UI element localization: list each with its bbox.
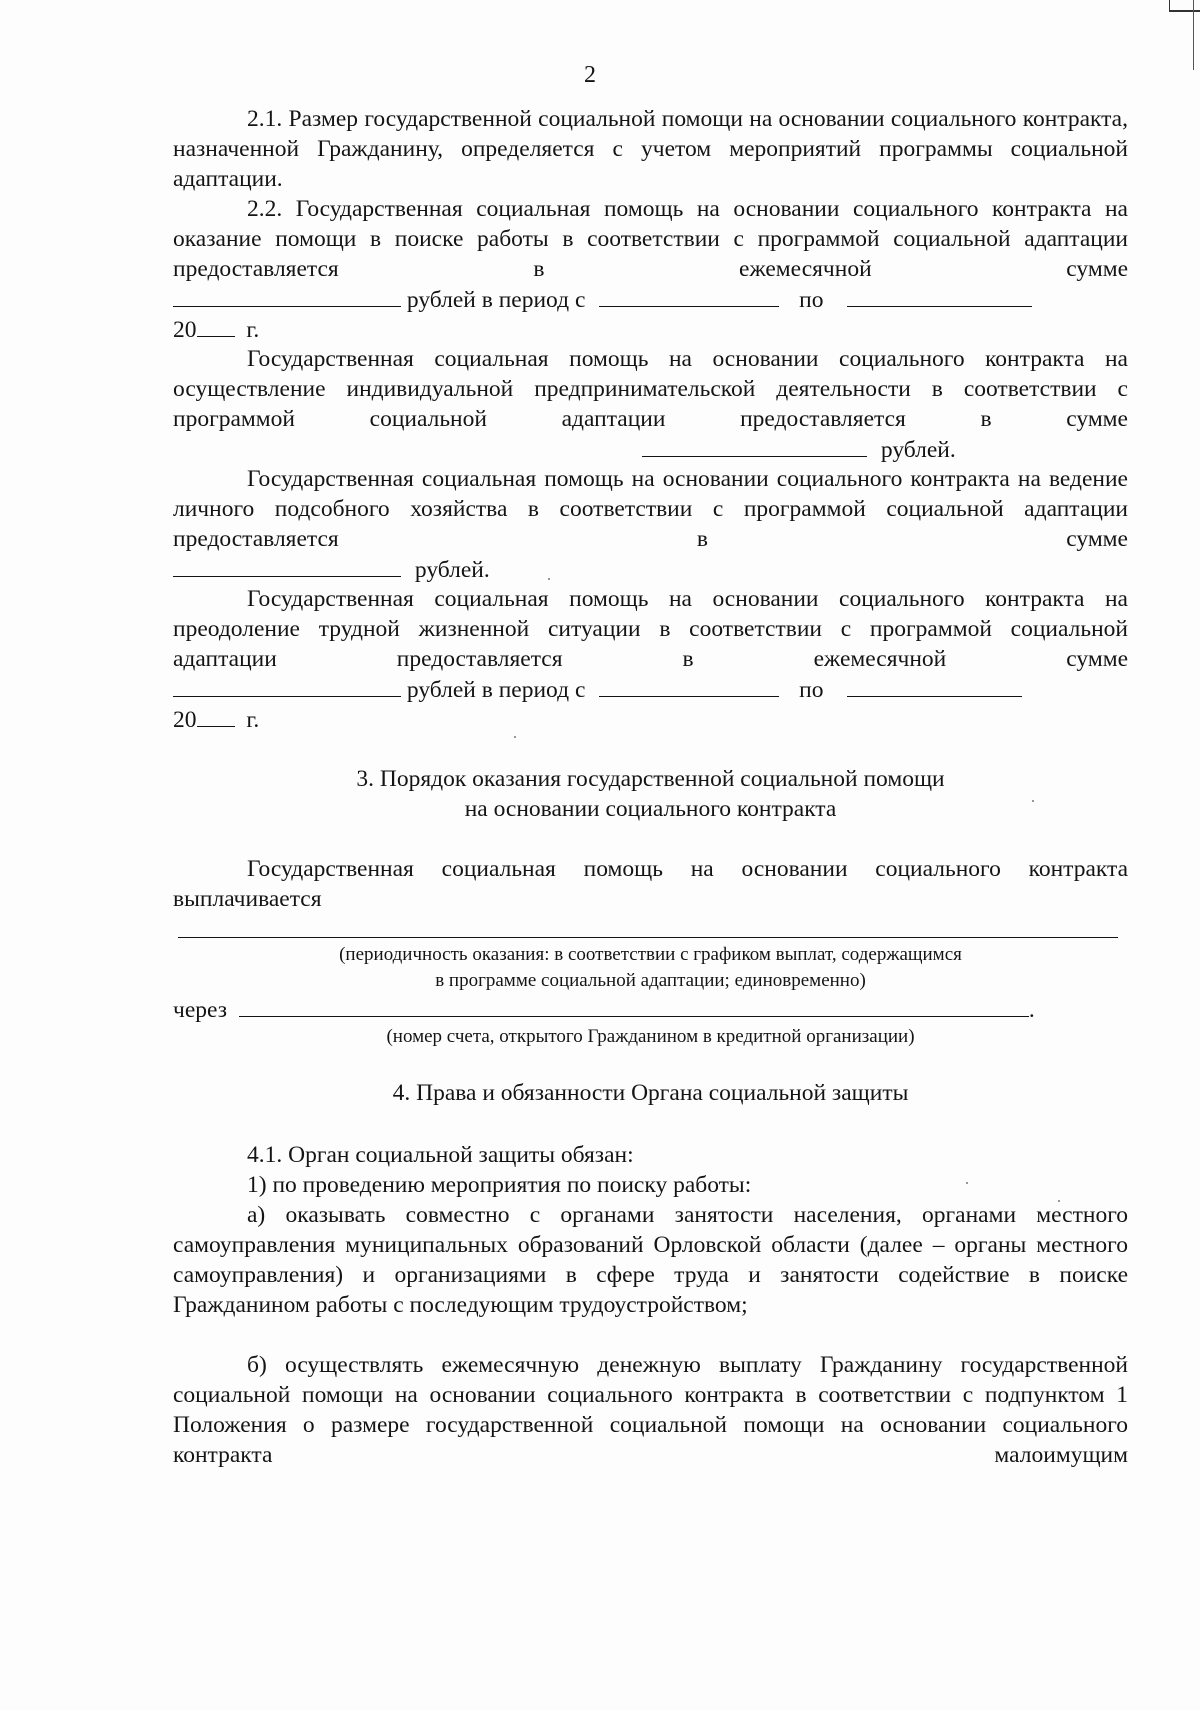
section-3-heading-line-2: на основании социального контракта [464,796,837,822]
item-b: б) осуществлять ежемесячную денежную выплату Гражданину государственной социальной помощи на основании социального контракта в соответствии с подпунктом 1 Положения о размере государственной социальной помощи на основании социального контракта малоимущим [173,1352,1128,1468]
periodicity-note-line-1: (периодичность оказания: в соответствии с графиком выплат, содержащимся [339,944,962,965]
hardship-year-prefix: 20 [173,707,197,733]
paragraph-2-1: 2.1. Размер государственной социальной помощи на основании социального контракта, назначенной Гражданину, определяется с учетом мероприятий программы социальной адаптации. [173,106,1128,192]
period-to-blank[interactable] [847,284,1032,307]
page-number: 2 [584,62,596,88]
scan-speck [1032,800,1034,802]
paragraph-hardship: Государственная социальная помощь на основании социального контракта на преодоление трудной жизненной ситуации в соответствии с программой социальной адаптации предоставляется в ежемесячной сумме [173,586,1128,672]
amount-blank[interactable] [173,284,401,307]
via-label: через [173,997,227,1023]
hardship-period-to-blank[interactable] [847,674,1022,697]
paragraph-payment: Государственная социальная помощь на основании социального контракта выплачивается [173,856,1128,912]
year-blank[interactable] [197,314,235,337]
account-line [173,994,1128,1024]
paragraph-4-1: 4.1. Орган социальной защиты обязан: [247,1142,634,1168]
account-number-blank[interactable] [239,994,1029,1017]
paragraph-2-2-fill-line [173,284,1128,314]
entrepreneurship-amount-blank[interactable] [642,434,867,457]
scan-speck [514,736,516,738]
scan-corner-mark [1169,0,1200,12]
scan-edge-line [1193,0,1194,70]
item-a: а) оказывать совместно с органами занятости населения, органами местного самоуправления муниципальных образований Орловской области (далее – органы местного самоуправления) и организациями в сфере труда и занятости содействие в поиске Гражданином работы с последующим трудоустройством; [173,1202,1128,1318]
via-end: . [1028,997,1035,1023]
year-prefix: 20 [173,317,197,343]
section-3-heading-line-1: 3. Порядок оказания государственной социальной помощи [356,766,945,792]
rubles-period-from-label: рублей в период с [406,287,586,313]
paragraph-2-2: 2.2. Государственная социальная помощь на основании социального контракта на оказание помощи в поиске работы в соответствии с программой социальной адаптации предоставляется в ежемесячной сумме [173,196,1128,282]
hardship-year-blank[interactable] [197,704,235,727]
hardship-period-from-label: рублей в период с [406,677,586,703]
scan-speck [548,578,550,580]
period-to-label: по [799,287,824,313]
item-1: 1) по проведению мероприятия по поиску работы: [247,1172,752,1198]
hardship-year-suffix: г. [246,707,260,733]
entrepreneurship-fill-line [642,434,956,464]
account-note: (номер счета, открытого Гражданином в кредитной организации) [386,1026,915,1047]
section-4-heading: 4. Права и обязанности Органа социальной защиты [392,1080,909,1106]
scan-speck [1058,1200,1060,1202]
paragraph-entrepreneurship: Государственная социальная помощь на основании социального контракта на осуществление индивидуальной предпринимательской деятельности в соответствии с программой социальной адаптации предоставляется в сумме [173,346,1128,432]
periodicity-blank-line[interactable] [178,937,1118,938]
scan-speck [966,1182,968,1184]
period-from-blank[interactable] [599,284,779,307]
hardship-period-from-blank[interactable] [599,674,779,697]
household-amount-blank[interactable] [173,554,401,577]
hardship-amount-blank[interactable] [173,674,401,697]
household-fill-line [173,554,1128,584]
entrepreneurship-rubles-label: рублей. [880,437,956,463]
paragraph-2-2-year-line [173,314,1128,344]
hardship-year-line [173,704,1128,734]
paragraph-household: Государственная социальная помощь на основании социального контракта на ведение личного подсобного хозяйства в соответствии с программой социальной адаптации предоставляется в сумме [173,466,1128,552]
hardship-fill-line [173,674,1128,704]
periodicity-note-line-2: в программе социальной адаптации; единовременно) [435,970,866,991]
year-suffix: г. [246,317,260,343]
hardship-period-to-label: по [799,677,824,703]
household-rubles-label: рублей. [414,557,490,583]
